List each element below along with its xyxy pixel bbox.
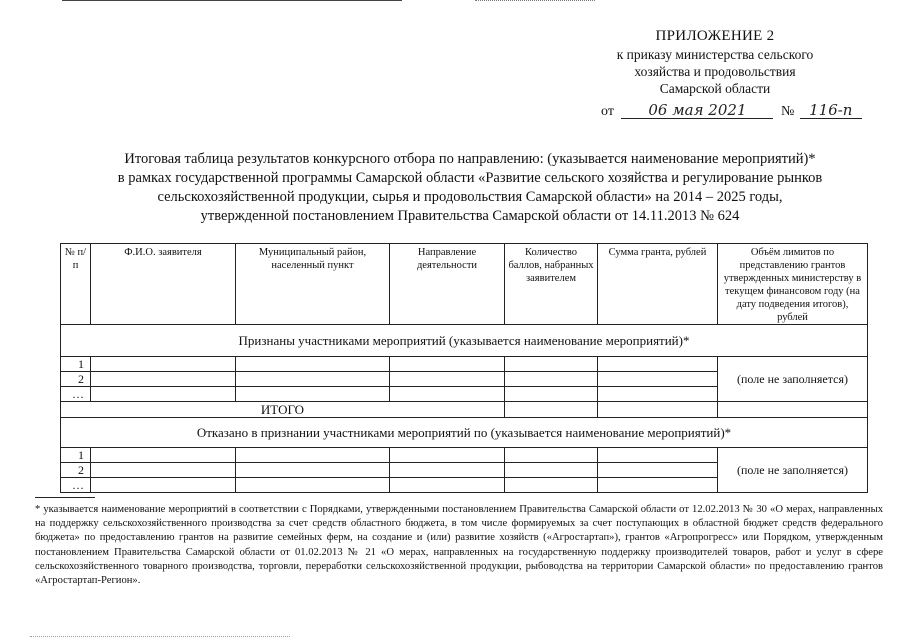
table-cell [390,463,505,478]
footnote-rule [35,497,95,498]
table-cell [718,402,868,418]
table-cell [505,402,598,418]
order-date-line [601,102,862,120]
table-cell [236,478,390,493]
row-number: 1 [61,448,91,463]
number-label: № [780,104,795,119]
table-row [61,448,868,463]
limits-note: (поле не заполняется) [718,448,868,493]
title-line-2: в рамках государственной программы Самарской области «Развитие сельского хозяйства и регулирование рынков [117,170,823,186]
table-cell [236,357,390,372]
table-cell [390,448,505,463]
table-cell [91,463,236,478]
appendix-line-1: к приказу министерства сельского [616,47,814,62]
table-cell [505,448,598,463]
table-cell [598,357,718,372]
row-number: 2 [61,463,91,478]
table-cell [91,372,236,387]
table-cell [91,448,236,463]
table-cell [598,402,718,418]
limits-note: (поле не заполняется) [718,357,868,402]
col-header-direction: Направление деятельности [390,244,505,325]
table-cell [390,478,505,493]
table-cell [598,372,718,387]
appendix-title: ПРИЛОЖЕНИЕ 2 [655,28,775,44]
table-cell [91,357,236,372]
table-cell [236,372,390,387]
table-cell [390,372,505,387]
table-cell [505,357,598,372]
table-cell [598,463,718,478]
table-cell [598,387,718,402]
table-cell [390,387,505,402]
total-row [61,402,868,418]
order-date-handwritten: 06 мая 2021 [621,102,773,119]
scan-top-mark [475,0,595,1]
col-header-points: Количество баллов, набранных заявителем [505,244,598,325]
table-cell [505,478,598,493]
section-refused-title: Отказано в признании участниками мероприятий по (указывается наименование мероприятий)* [61,418,868,448]
section-admitted-title: Признаны участниками мероприятий (указывается наименование мероприятий)* [61,325,868,357]
table-cell [598,478,718,493]
col-header-grant-sum: Сумма гранта, рублей [598,244,718,325]
table-cell [236,463,390,478]
table-cell [91,478,236,493]
title-line-1: Итоговая таблица результатов конкурсного отбора по направлению: (указывается наименование мероприятий)* [124,151,816,167]
table-cell [91,387,236,402]
appendix-block [560,27,870,97]
from-label: от [601,104,614,119]
table-cell [236,448,390,463]
col-header-district: Муниципальный район, населенный пункт [236,244,390,325]
scan-top-rule [62,0,402,1]
total-label: ИТОГО [61,402,505,418]
table-cell [505,387,598,402]
results-table [60,243,868,493]
title-line-4: утвержденной постановлением Правительства Самарской области от 14.11.2013 № 624 [200,208,740,224]
row-number: … [61,478,91,493]
appendix-line-3: Самарской области [659,81,771,96]
col-header-limits: Объём лимитов по представлению грантов утвержденных министерству в текущем финансовом году (на дату подведения итогов), рублей [718,244,868,325]
scan-bottom-mark [30,636,290,637]
table-cell [236,387,390,402]
table-cell [390,357,505,372]
order-number-handwritten: 116-п [800,102,862,119]
table-header-row [61,244,868,325]
table-cell [505,463,598,478]
table-cell [598,448,718,463]
row-number: … [61,387,91,402]
col-header-applicant: Ф.И.О. заявителя [91,244,236,325]
document-title [40,150,900,226]
title-line-3: сельскохозяйственной продукции, сырья и продовольствия Самарской области» на 2014 – 2025 годы, [157,189,783,205]
table-cell [505,372,598,387]
row-number: 1 [61,357,91,372]
table-row [61,357,868,372]
row-number: 2 [61,372,91,387]
appendix-line-2: хозяйства и продовольствия [634,64,796,79]
col-header-number: № п/п [61,244,91,325]
footnote: * указывается наименование мероприятий в соответствии с Порядками, утвержденными постановлением Правительства Самарской области от 12.02.2013 № 30 «О мерах, направленных на поддержку сельскохозяйственного производства за счет средств областного бюджета, в том числе формируемых за счет поступающих в областной бюджет средств федерального бюджета» по предоставлению грантов на развитие семейных ферм, на создание и (или) развитие хозяйств («Агростартап»), грантов «Агропрогресс» или Порядком, утвержденным постановлением Правительства Самарской области от 01.02.2013 № 21 «О мерах, направленных на государственную поддержку производителей товаров, работ и услуг в сфере сельскохозяйственного товарного производства, торговли, переработки сельскохозяйственной продукции, рыбоводства на территории Самарской области» по предоставлению грантов «Агростартап-Регион». [35,504,883,587]
